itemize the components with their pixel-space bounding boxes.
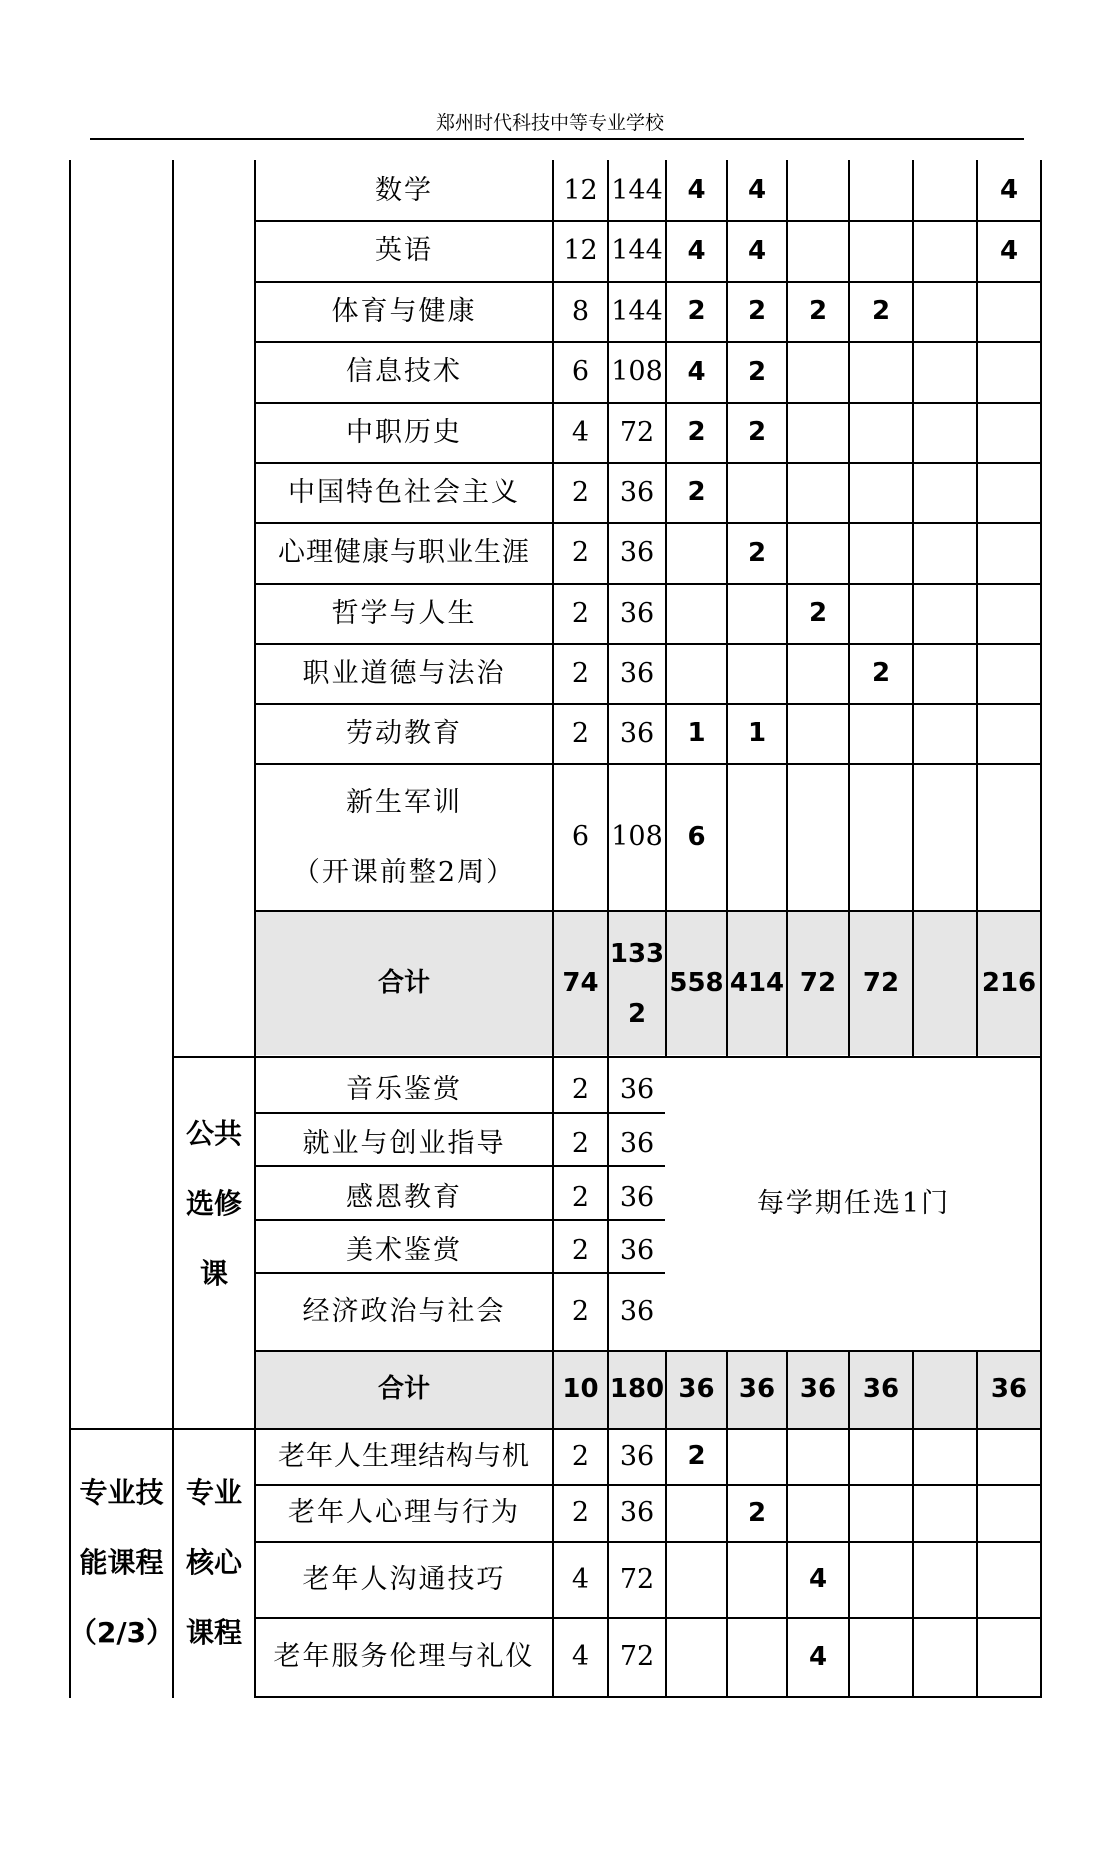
grid-vline [912, 1352, 914, 1698]
total-semester-3: 72 [799, 968, 837, 999]
hours-cell: 144 [611, 295, 663, 327]
semester-1-cell: 6 [687, 821, 706, 852]
grid-vline [1040, 160, 1042, 1698]
hours-cell: 72 [619, 416, 655, 448]
elective-total-semester-1: 36 [678, 1374, 715, 1405]
core-category-label [174, 1430, 254, 1696]
credits-cell: 2 [571, 1295, 590, 1327]
total-semester-1: 558 [669, 968, 724, 999]
credits-cell: 2 [571, 1497, 590, 1529]
core-course-name: 老年人生理结构与机 [278, 1440, 530, 1472]
elective-total-label: 合计 [377, 1374, 430, 1405]
credits-cell: 4 [571, 416, 590, 448]
military-name-line2: （开课前整2周） [292, 856, 516, 888]
elective-category-line3: 课 [199, 1257, 228, 1290]
credits-cell: 12 [563, 174, 598, 206]
semester-2-cell: 2 [747, 1497, 767, 1528]
hours-cell: 36 [619, 1181, 655, 1213]
semester-1-cell: 2 [687, 417, 706, 448]
semester-1-cell: 4 [687, 175, 706, 206]
hours-cell: 36 [619, 717, 655, 749]
course-name: 信息技术 [346, 356, 462, 388]
hours-cell: 36 [619, 657, 655, 689]
semester-2-cell: 2 [747, 296, 767, 327]
hours-cell: 144 [611, 235, 663, 267]
semester-1-cell: 4 [687, 356, 706, 387]
elective-total-credits: 10 [562, 1374, 599, 1405]
credits-cell: 2 [571, 1128, 590, 1160]
hours-cell: 36 [619, 1295, 655, 1327]
course-name: 哲学与人生 [331, 597, 477, 629]
elective-note: 每学期任选1门 [756, 1187, 951, 1219]
elective-total-semester-4: 36 [862, 1374, 900, 1405]
semester-1-cell: 2 [687, 296, 706, 327]
semester-3-cell: 4 [808, 1641, 828, 1672]
core-course-name: 老年服务伦理与礼仪 [273, 1641, 535, 1673]
course-name: 心理健康与职业生涯 [278, 537, 530, 569]
school-name: 郑州时代科技中等专业学校 [435, 112, 664, 134]
elective-course-name: 美术鉴赏 [346, 1235, 462, 1267]
professional-group-label [68, 1430, 175, 1696]
professional-group-line3: （2/3） [68, 1616, 175, 1649]
semester-1-cell: 1 [687, 718, 706, 749]
hours-cell: 36 [619, 1235, 655, 1267]
elective-total-hours: 180 [609, 1374, 665, 1405]
course-name: 体育与健康 [331, 295, 477, 327]
elective-course-name: 感恩教育 [346, 1181, 462, 1213]
grid-hline [254, 1696, 1042, 1698]
core-course-name: 老年人沟通技巧 [302, 1563, 506, 1595]
semester-1-cell: 2 [687, 477, 706, 508]
elective-total-semester-3: 36 [799, 1374, 837, 1405]
core-category-line1: 专业 [185, 1476, 242, 1509]
professional-group-line2: 能课程 [79, 1546, 164, 1579]
elective-course-name: 音乐鉴赏 [346, 1073, 462, 1105]
semester-1-cell: 2 [687, 1441, 706, 1472]
hours-cell: 36 [619, 476, 655, 508]
elective-total-semester-2: 36 [738, 1374, 776, 1405]
grid-vline [912, 160, 914, 1058]
hours-cell: 36 [619, 1128, 655, 1160]
credits-cell: 2 [571, 597, 590, 629]
credits-cell: 2 [571, 476, 590, 508]
hours-cell: 108 [611, 821, 663, 853]
header-divider [90, 138, 1024, 140]
elective-total-semester-6: 36 [990, 1374, 1028, 1405]
credits-cell: 12 [563, 235, 598, 267]
semester-6-cell: 4 [999, 175, 1019, 206]
hours-cell: 144 [611, 174, 663, 206]
semester-4-cell: 2 [871, 296, 891, 327]
credits-cell: 2 [571, 717, 590, 749]
semester-6-cell: 4 [999, 235, 1019, 266]
credits-cell: 6 [571, 356, 590, 388]
semester-3-cell: 2 [808, 598, 828, 629]
credits-cell: 2 [571, 657, 590, 689]
semester-2-cell: 2 [747, 356, 767, 387]
credits-cell: 2 [571, 1181, 590, 1213]
semester-1-cell: 4 [687, 235, 706, 266]
total-semester-4: 72 [862, 968, 900, 999]
credits-cell: 6 [571, 821, 590, 853]
credits-cell: 4 [571, 1641, 590, 1673]
total-hours-line2: 2 [627, 999, 647, 1029]
credits-cell: 2 [571, 537, 590, 569]
course-name: 中国特色社会主义 [288, 476, 520, 508]
core-category-line2: 核心 [185, 1546, 242, 1579]
course-name: 劳动教育 [346, 717, 462, 749]
total-credits: 74 [562, 968, 599, 999]
hours-cell: 108 [611, 356, 663, 388]
credits-cell: 4 [571, 1563, 590, 1595]
hours-cell: 36 [619, 597, 655, 629]
semester-2-cell: 4 [747, 235, 767, 266]
total-hours-line1: 133 [609, 939, 665, 969]
hours-cell: 36 [619, 1073, 655, 1105]
course-name [256, 765, 552, 910]
hours-cell: 36 [619, 1440, 655, 1472]
elective-category-line2: 选修 [185, 1187, 242, 1220]
semester-3-cell: 4 [808, 1564, 828, 1595]
credits-cell: 2 [571, 1440, 590, 1472]
core-course-name: 老年人心理与行为 [288, 1497, 520, 1529]
core-category-line3: 课程 [185, 1616, 242, 1649]
semester-4-cell: 2 [871, 658, 891, 689]
total-semester-2: 414 [729, 968, 785, 999]
credits-cell: 2 [571, 1235, 590, 1267]
course-name: 职业道德与法治 [302, 657, 506, 689]
credits-cell: 8 [571, 295, 590, 327]
semester-2-cell: 1 [747, 718, 767, 749]
semester-2-cell: 2 [747, 537, 767, 568]
semester-3-cell: 2 [808, 296, 828, 327]
hours-cell: 36 [619, 537, 655, 569]
semester-2-cell: 2 [747, 417, 767, 448]
professional-group-line1: 专业技 [79, 1476, 164, 1509]
credits-cell: 2 [571, 1073, 590, 1105]
semester-2-cell: 4 [747, 175, 767, 206]
course-name: 数学 [375, 174, 433, 206]
course-name: 英语 [375, 235, 433, 267]
elective-category-line1: 公共 [185, 1117, 242, 1150]
elective-category-label [174, 1058, 254, 1350]
course-name: 中职历史 [346, 416, 462, 448]
military-name-line1: 新生军训 [346, 786, 462, 818]
hours-cell: 72 [619, 1641, 655, 1673]
elective-course-name: 就业与创业指导 [302, 1128, 506, 1160]
total-hours [609, 912, 665, 1056]
total-semester-6: 216 [981, 968, 1037, 999]
hours-cell: 72 [619, 1563, 655, 1595]
total-label: 合计 [377, 968, 430, 999]
hours-cell: 36 [619, 1497, 655, 1529]
elective-course-name: 经济政治与社会 [302, 1295, 506, 1327]
